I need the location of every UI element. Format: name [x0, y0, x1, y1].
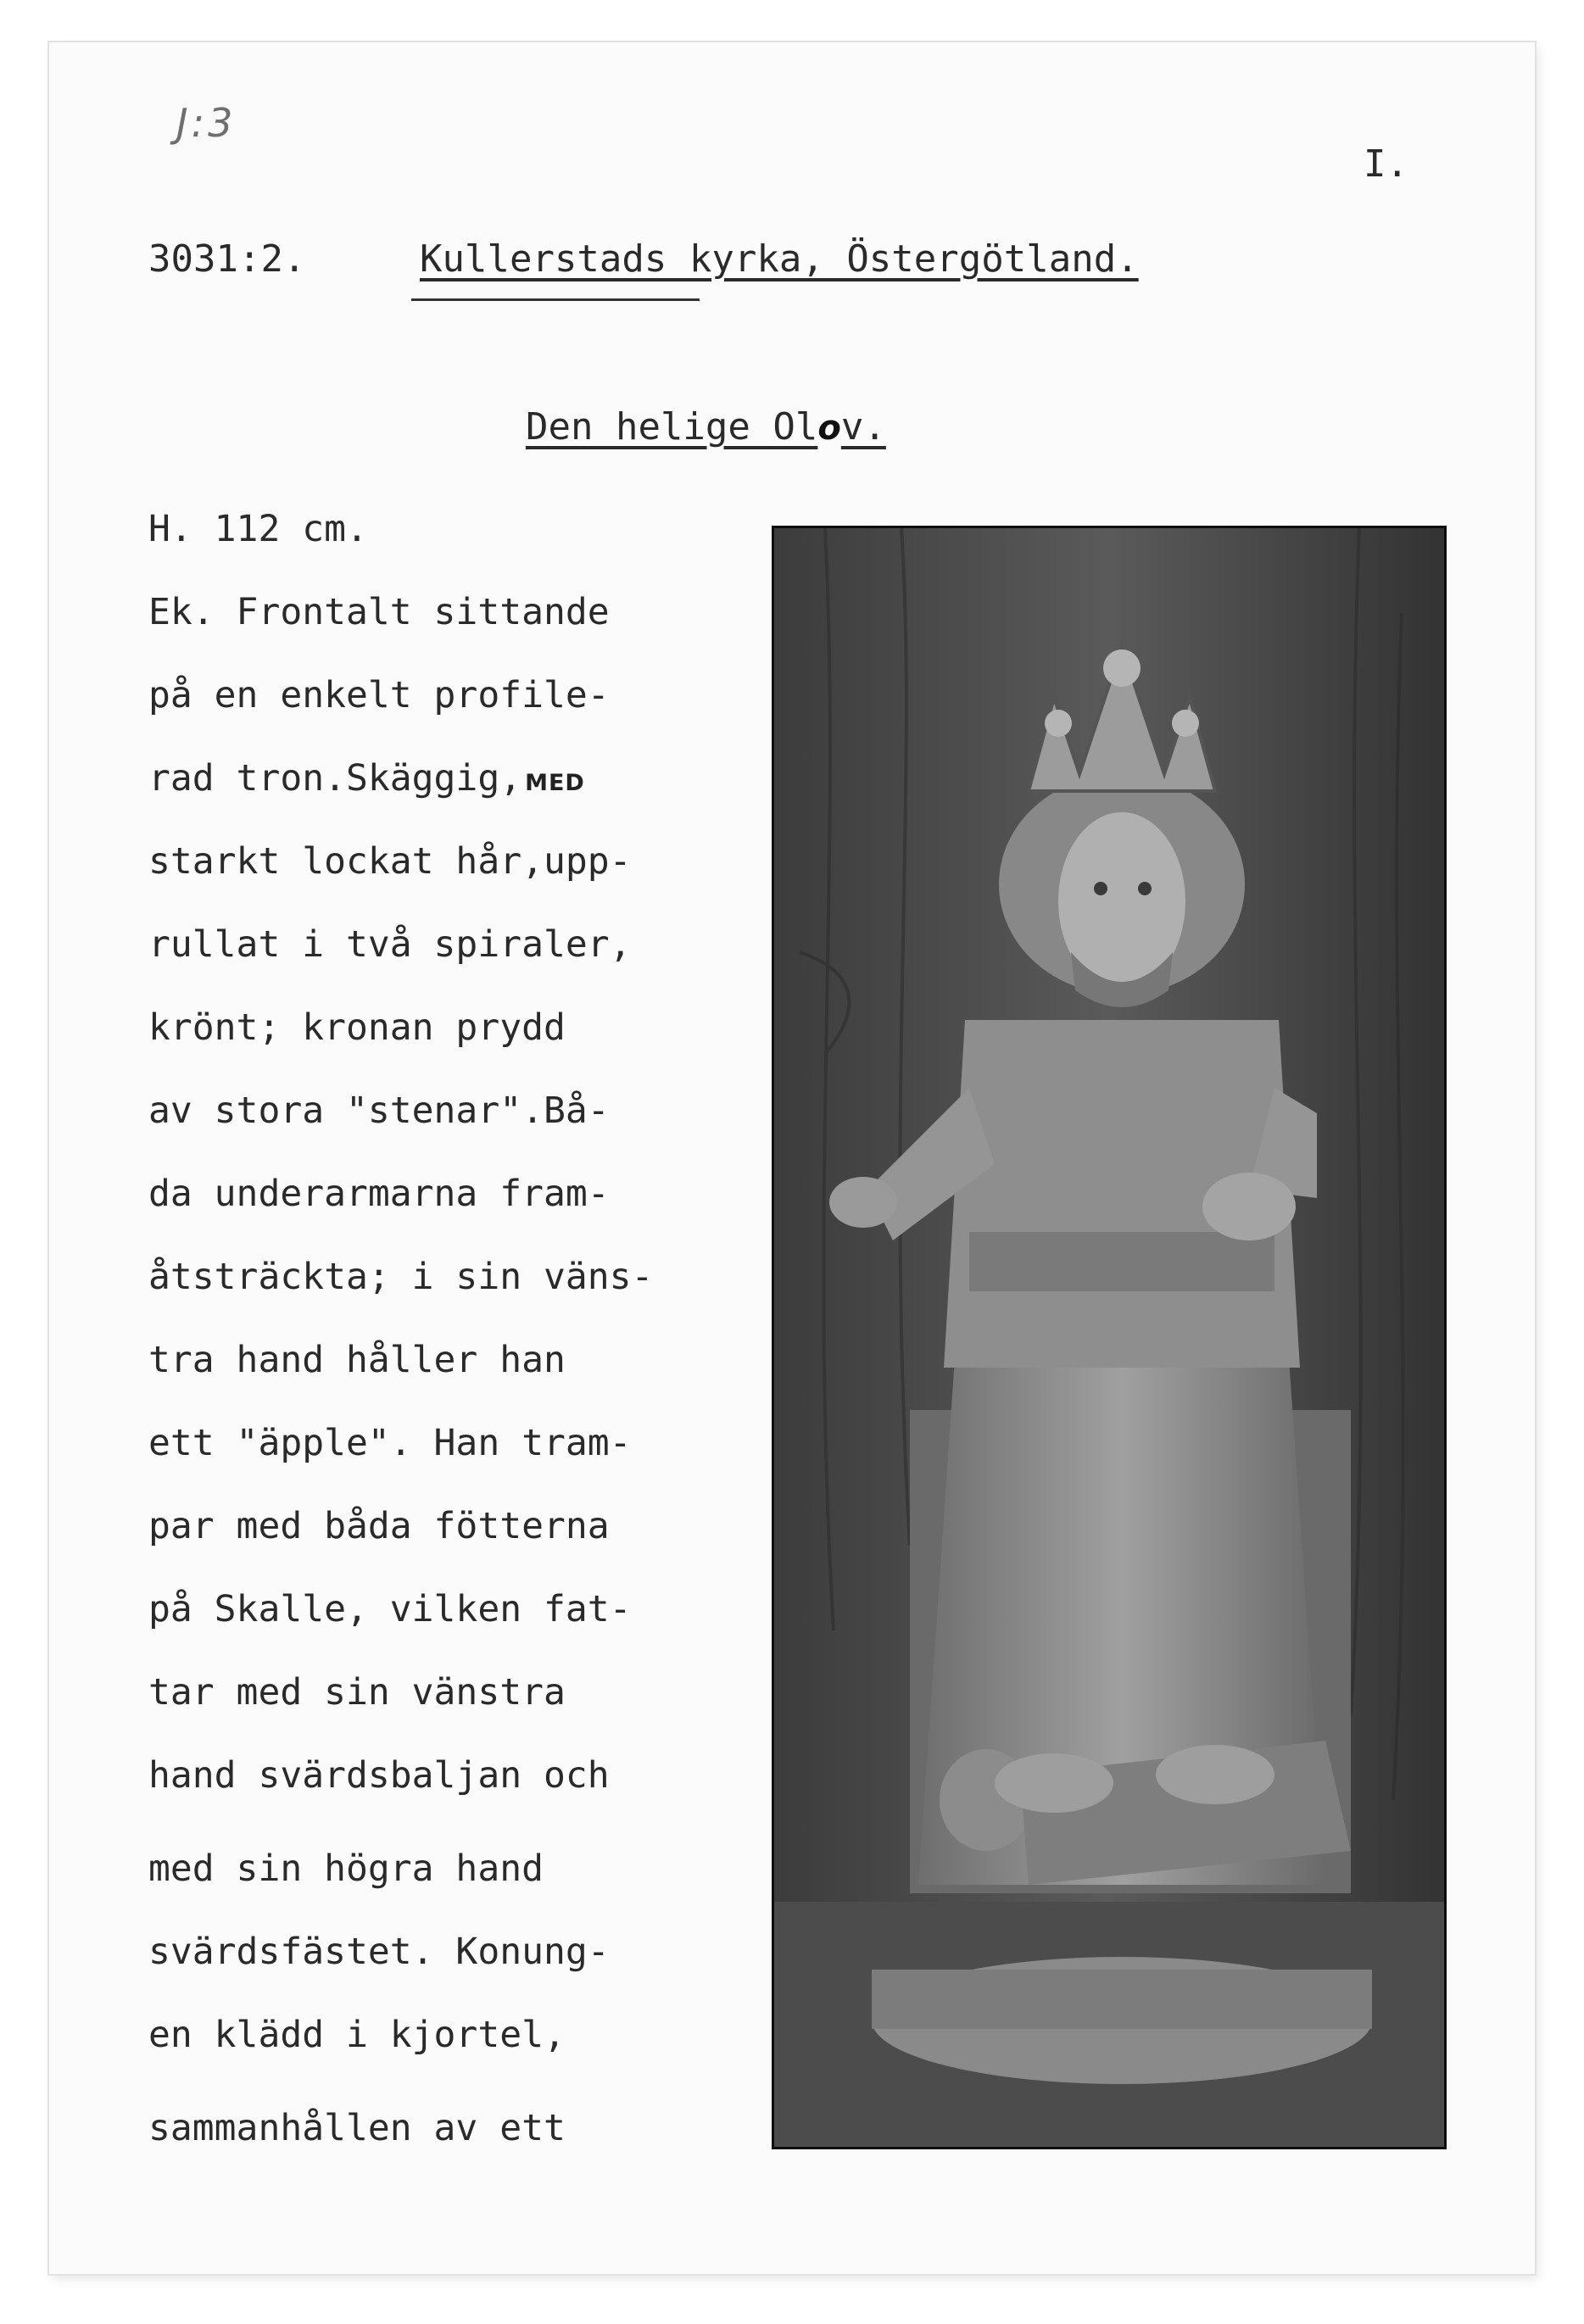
description-line — [148, 1827, 759, 1910]
description-line-text: tar med sin vänstra — [148, 1671, 566, 1714]
description-line-text: da underarmarna fram- — [148, 1173, 610, 1215]
crown-stone — [1045, 710, 1072, 737]
description-line-text: av stora "stenar".Bå- — [148, 1090, 610, 1132]
description-line-text: rad tron.Skäggig, — [148, 757, 522, 800]
description-line — [148, 820, 759, 903]
left-eye — [1094, 882, 1107, 895]
description-line-text: på Skalle, vilken fat- — [148, 1588, 632, 1630]
right-hand — [829, 1177, 897, 1228]
description-line — [148, 1485, 759, 1568]
description-line-text: sammanhållen av ett — [148, 2107, 566, 2149]
left-foot — [1156, 1745, 1274, 1804]
description-line — [148, 488, 759, 571]
description-line-text: par med båda fötterna — [148, 1505, 610, 1547]
description-line — [148, 1734, 759, 1817]
statue-photo-image — [774, 528, 1444, 2147]
description-line — [148, 1152, 759, 1235]
description-line — [148, 903, 759, 986]
crown-stone — [1172, 710, 1199, 737]
page-number: I. — [1364, 142, 1408, 186]
description-line-text: hand svärdsbaljan och — [148, 1754, 610, 1797]
description-line-text: H. 112 cm. — [148, 508, 368, 550]
description-line — [148, 986, 759, 1069]
belt — [969, 1232, 1274, 1291]
description-line-text: krönt; kronan prydd — [148, 1006, 566, 1049]
left-hand-apple — [1202, 1173, 1296, 1240]
description-line — [148, 1993, 759, 2076]
right-eye — [1138, 882, 1152, 895]
description-text — [148, 488, 759, 2170]
crown-stone — [1103, 649, 1141, 687]
description-line-text: åtsträckta; i sin väns- — [148, 1256, 654, 1298]
description-line — [148, 1910, 759, 1993]
subject-title-after: v. — [840, 405, 886, 449]
subject-title — [526, 405, 886, 449]
description-line-text: på en enkelt profile- — [148, 674, 610, 716]
description-line-text: svärdsfästet. Konung- — [148, 1931, 610, 1973]
description-line-text: en klädd i kjortel, — [148, 2014, 566, 2056]
description-line-text: tra hand håller han — [148, 1339, 566, 1381]
catalog-number: 3031:2. — [148, 237, 306, 281]
description-line — [148, 1318, 759, 1402]
description-line — [148, 1402, 759, 1485]
description-line-text: rullat i två spiraler, — [148, 923, 632, 966]
subject-handwritten-correction: o — [817, 409, 841, 448]
description-line — [148, 1235, 759, 1318]
description-line — [148, 654, 759, 737]
description-line-text: med sin högra hand — [148, 1847, 544, 1890]
description-line — [148, 1069, 759, 1152]
location-title: Kullerstads kyrka, Östergötland. — [420, 237, 1139, 281]
description-line-text: starkt lockat hår,upp- — [148, 840, 632, 883]
description-line — [148, 1568, 759, 1651]
statue-base-side — [872, 1970, 1372, 2029]
corner-mark: J:3 — [176, 100, 237, 146]
location-underline-rule — [411, 298, 700, 301]
description-line — [148, 2087, 759, 2170]
handwritten-insert: MED — [525, 770, 585, 796]
description-line-text: ett "äpple". Han tram- — [148, 1422, 632, 1464]
subject-title-before: Den helige Ol — [526, 405, 818, 449]
description-line-text: Ek. Frontalt sittande — [148, 591, 610, 633]
statue-photograph — [772, 526, 1447, 2149]
description-line — [148, 737, 759, 820]
description-line — [148, 571, 759, 654]
description-line — [148, 1651, 759, 1734]
right-foot — [995, 1753, 1113, 1813]
